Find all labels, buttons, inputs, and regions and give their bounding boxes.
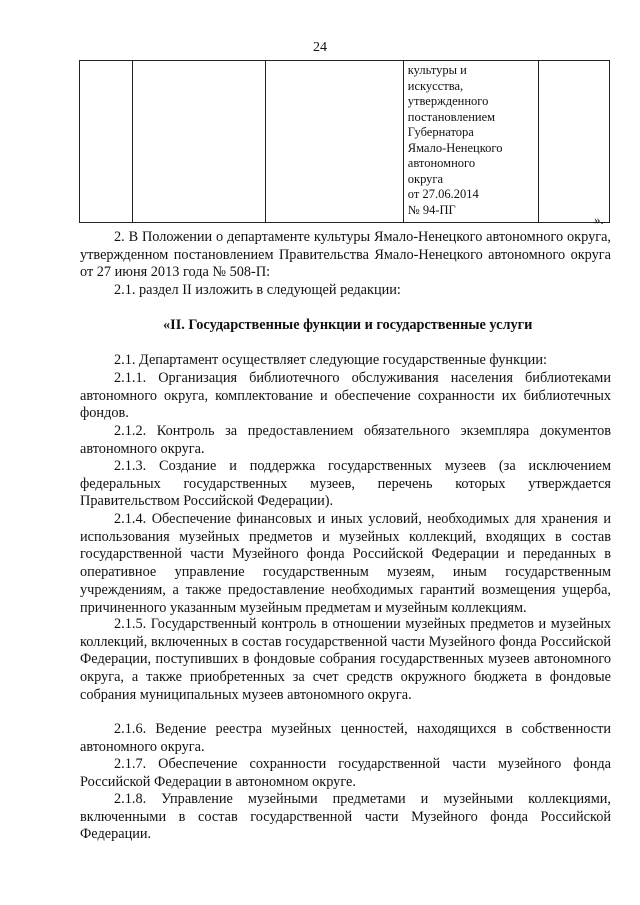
paragraph-2-1-1: 2.1.1. Организация библиотечного обслуживания населения библиотеками автономного округа, комплектование и обеспечение сохранности их библиотечных фондов.	[80, 370, 611, 422]
paragraph-2-1-8: 2.1.8. Управление музейными предметами и музейными коллекциями, включенными в состав государственной части Музейного фонда Российской Федерации.	[80, 791, 611, 843]
closing-quote-mark: ».	[594, 212, 604, 227]
paragraph-2-1-4: 2.1.4. Обеспечение финансовых и иных условий, необходимых для хранения и использования музейных предметов и музейных коллекций, входящих в состав государственной части Музейного фонда Российской Федерации и переданных в оперативное управление государственным музеям, иным государственным учреждениям, а также предоставление необходимых гарантий возмещения ущерба, причиненного указанным музейным предметам и музейным коллекциям.	[80, 511, 611, 616]
paragraph-2-1-intro: 2.1. Департамент осуществляет следующие государственные функции:	[114, 352, 547, 368]
table-cell-empty-1	[80, 61, 133, 223]
paragraph-2-1: 2.1. раздел II изложить в следующей редакции:	[114, 282, 401, 298]
table-cell-document-ref	[403, 61, 539, 223]
table-cell-empty-3	[265, 61, 403, 223]
page-number: 24	[313, 40, 327, 55]
table-cell-empty-5	[539, 61, 610, 223]
paragraph-2-1-7: 2.1.7. Обеспечение сохранности государственной части музейного фонда Российской Федерации в автономном округе.	[80, 756, 611, 790]
paragraph-2-1-5: 2.1.5. Государственный контроль в отношении музейных предметов и музейных коллекций, включенных в состав государственной части Музейного фонда Российской Федерации, поступивших в фондовые собрания государственных музеев автономного округа, а также приобретенных за счет средств окружного бюджета в фондовые собрания муниципальных музеев автономного округа.	[80, 616, 611, 703]
document-reference-text: культуры и искусства, утвержденного постановлением Губернатора Ямало-Ненецкого автономного округа от 27.06.2014 № 94-ПГ	[407, 63, 503, 217]
paragraph-2-1-3: 2.1.3. Создание и поддержка государственных музеев (за исключением федеральных государственных музеев, перечень которых утверждается Правительством Российской Федерации).	[80, 458, 611, 510]
table-row	[80, 61, 610, 223]
table-cell-empty-2	[132, 61, 265, 223]
section-heading: «II. Государственные функции и государственные услуги	[163, 317, 533, 333]
paragraph-2-1-2: 2.1.2. Контроль за предоставлением обязательного экземпляра документов автономного округа.	[80, 423, 611, 457]
paragraph-2-1-6: 2.1.6. Ведение реестра музейных ценностей, находящихся в собственности автономного округа.	[80, 721, 611, 755]
table-fragment	[79, 60, 610, 223]
paragraph-2: 2. В Положении о департаменте культуры Ямало-Ненецкого автономного округа, утвержденном постановлением Правительства Ямало-Ненецкого автономного округа от 27 июня 2013 года № 508-П:	[80, 229, 611, 281]
